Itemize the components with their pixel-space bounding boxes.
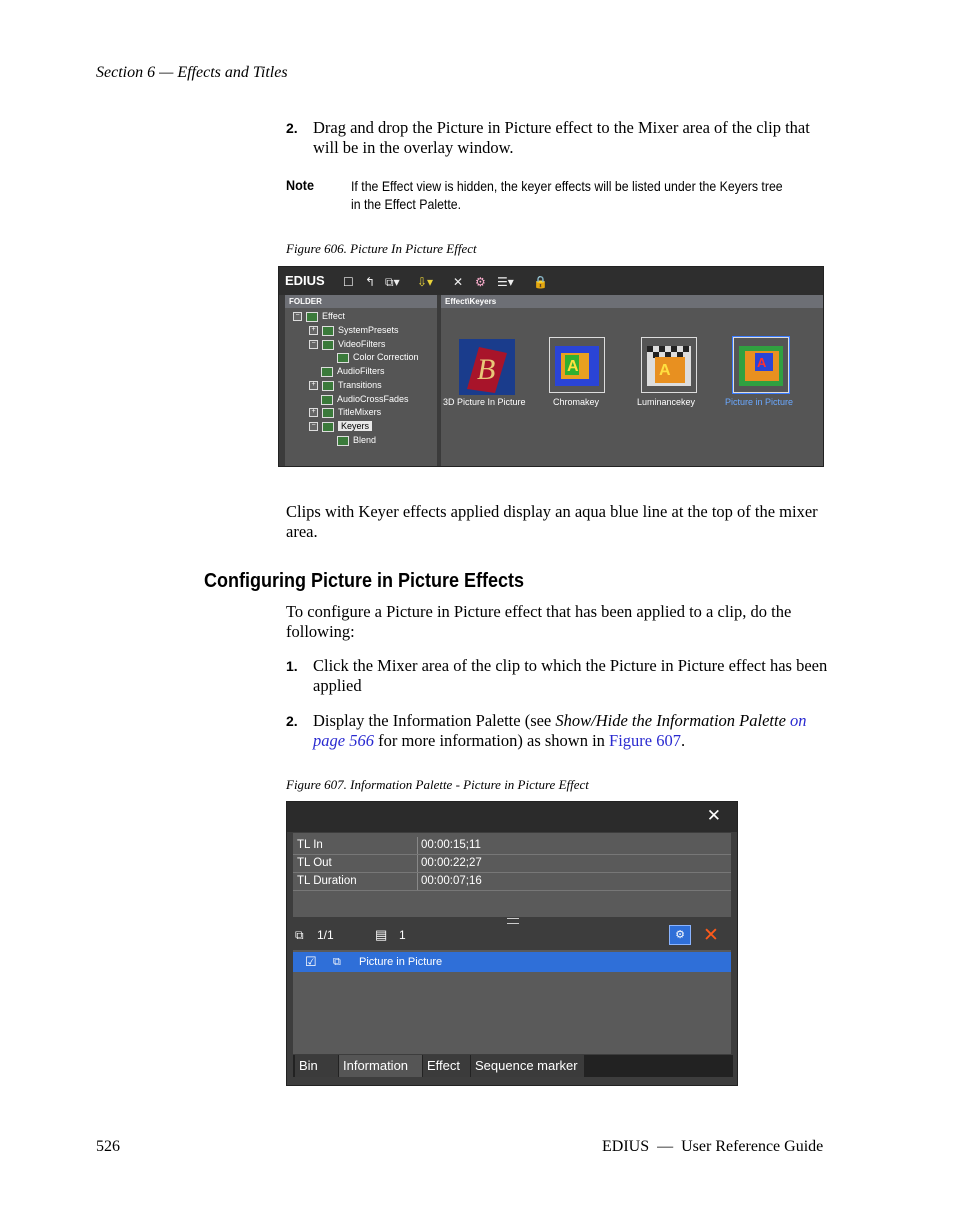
folder-icon bbox=[322, 326, 334, 336]
note-text: If the Effect view is hidden, the keyer effects will be listed under the Keyers tree in the Effect Palette. bbox=[351, 178, 783, 212]
tree-item-audiofilters[interactable]: AudioFilters bbox=[321, 366, 385, 377]
svg-text:A: A bbox=[757, 355, 767, 370]
folder-icon bbox=[321, 367, 333, 377]
tree-item-transitions[interactable]: + Transitions bbox=[309, 380, 382, 391]
section-heading: Configuring Picture in Picture Effects bbox=[204, 570, 525, 592]
tree-item-titlemixers[interactable]: + TitleMixers bbox=[309, 407, 381, 418]
palette-toolbar bbox=[279, 267, 823, 295]
collapse-icon[interactable]: − bbox=[309, 422, 318, 431]
tab-effect[interactable]: Effect bbox=[423, 1055, 471, 1077]
thumb-picture-in-picture[interactable] bbox=[733, 337, 789, 393]
footer-guide-title: EDIUS — User Reference Guide bbox=[602, 1138, 824, 1155]
svg-text:A: A bbox=[659, 362, 671, 379]
info-row-tl-duration: TL Duration 00:00:07;16 bbox=[293, 873, 731, 891]
folder-icon bbox=[322, 381, 334, 391]
effect-view-pane bbox=[441, 295, 824, 467]
expand-icon[interactable]: + bbox=[309, 326, 318, 335]
step-text: Display the Information Palette (see Show/Hide the Information Palette on page 566 for more information) as shown in Figure 607. bbox=[313, 711, 807, 750]
view-icon[interactable]: ⧉▾ bbox=[385, 275, 400, 289]
step-text: Drag and drop the Picture in Picture effect to the Mixer area of the clip that will be in the overlay window. bbox=[313, 118, 810, 157]
delete-effect-icon[interactable]: ✕ bbox=[703, 924, 719, 946]
page-number: 526 bbox=[96, 1138, 120, 1155]
thumb-label: Picture in Picture bbox=[725, 397, 794, 407]
step-number: 2. bbox=[286, 713, 298, 729]
folder-icon bbox=[321, 395, 333, 405]
collapse-icon[interactable]: − bbox=[309, 340, 318, 349]
thumb-chromakey[interactable] bbox=[549, 337, 605, 393]
step-display bbox=[286, 711, 846, 755]
paragraph-keyer-line: Clips with Keyer effects applied display an aqua blue line at the top of the mixer area. bbox=[286, 502, 818, 541]
checkbox-checked-icon[interactable]: ☑ bbox=[305, 954, 317, 969]
palette-titlebar bbox=[287, 802, 737, 832]
effect-settings-icon[interactable]: ⚙ bbox=[669, 925, 691, 945]
step-text: Click the Mixer area of the clip to which the Picture in Picture effect has been applied bbox=[313, 656, 828, 695]
tree-item-audiocrossfades[interactable]: AudioCrossFades bbox=[321, 394, 409, 405]
page-ref-link[interactable]: on page 566 bbox=[313, 711, 807, 750]
layer-icon: ⧉ bbox=[295, 928, 304, 942]
tab-information[interactable]: Information bbox=[339, 1055, 423, 1077]
up-folder-icon[interactable]: ↰ bbox=[365, 275, 376, 289]
thumb-label: Luminancekey bbox=[637, 397, 696, 407]
running-header: Section 6 — Effects and Titles bbox=[96, 64, 288, 81]
folder-icon bbox=[337, 436, 349, 446]
ref-title: Show/Hide the Information Palette bbox=[555, 711, 786, 730]
step-number: 1. bbox=[286, 658, 298, 674]
folder-icon bbox=[322, 422, 334, 432]
folder-tree-pane bbox=[285, 295, 437, 467]
new-folder-icon[interactable]: ☐ bbox=[343, 275, 354, 289]
step-drag bbox=[286, 118, 846, 162]
layer-icon: ⧉ bbox=[333, 956, 341, 968]
collapse-icon[interactable]: − bbox=[293, 312, 302, 321]
figure-606-effect-palette bbox=[278, 266, 824, 467]
tree-item-systempresets[interactable]: + SystemPresets bbox=[309, 325, 399, 336]
palette-tabs bbox=[293, 1055, 733, 1077]
folder-header: FOLDER bbox=[285, 295, 437, 308]
thumb-3d-picture-in-picture[interactable] bbox=[459, 339, 515, 395]
clip-info-table bbox=[293, 833, 731, 917]
path-header: Effect\Keyers bbox=[441, 295, 824, 308]
figure-607-caption: Figure 607. Information Palette - Picture in Picture Effect bbox=[286, 777, 589, 792]
effect-list-icon: ▤ bbox=[375, 927, 388, 942]
tab-bin[interactable]: Bin bbox=[295, 1055, 339, 1077]
step-click bbox=[286, 656, 846, 700]
folder-icon bbox=[322, 408, 334, 418]
delete-icon[interactable]: ✕ bbox=[453, 275, 464, 289]
svg-text:B: B bbox=[477, 353, 496, 386]
folder-icon bbox=[337, 353, 349, 363]
expand-icon[interactable]: + bbox=[309, 408, 318, 417]
tree-item-videofilters[interactable]: − VideoFilters bbox=[309, 339, 385, 350]
tree-item-effect[interactable]: − Effect bbox=[293, 311, 345, 322]
svg-text:A: A bbox=[567, 358, 579, 375]
properties-icon[interactable]: ⚙ bbox=[475, 275, 486, 289]
effect-status-row bbox=[293, 923, 731, 949]
step-number: 2. bbox=[286, 120, 298, 136]
note-label: Note bbox=[286, 177, 315, 193]
thumb-label: Chromakey bbox=[553, 397, 600, 407]
effect-count: 1 bbox=[399, 928, 406, 942]
info-row-tl-in: TL In 00:00:15;11 bbox=[293, 837, 731, 855]
tab-sequence-marker[interactable]: Sequence marker bbox=[471, 1055, 585, 1077]
effect-list bbox=[293, 950, 731, 1054]
add-to-timeline-icon[interactable]: ⇩▾ bbox=[417, 275, 434, 289]
layer-count: 1/1 bbox=[317, 928, 334, 942]
expand-icon[interactable]: + bbox=[309, 381, 318, 390]
tree-item-blend[interactable]: Blend bbox=[337, 435, 376, 446]
paragraph-config: To configure a Picture in Picture effect that has been applied to a clip, do the following: bbox=[286, 602, 792, 641]
folder-icon bbox=[322, 340, 334, 350]
list-view-icon[interactable]: ☰▾ bbox=[497, 275, 514, 289]
edius-logo: EDIUS bbox=[285, 273, 325, 288]
figure-606-caption: Figure 606. Picture In Picture Effect bbox=[286, 241, 477, 256]
list-item-picture-in-picture[interactable]: ☑ ⧉ Picture in Picture bbox=[293, 952, 731, 972]
tree-item-keyers[interactable]: − Keyers bbox=[309, 421, 372, 432]
folder-icon bbox=[306, 312, 318, 322]
tree-item-color-correction[interactable]: Color Correction bbox=[337, 352, 419, 363]
figure-607-link[interactable]: Figure 607 bbox=[609, 731, 681, 750]
close-icon[interactable]: ✕ bbox=[706, 806, 721, 826]
figure-607-information-palette bbox=[286, 801, 738, 1086]
info-row-tl-out: TL Out 00:00:22;27 bbox=[293, 855, 731, 873]
lock-icon[interactable]: 🔒 bbox=[533, 275, 548, 289]
thumb-luminancekey[interactable] bbox=[641, 337, 697, 393]
thumb-label: 3D Picture In Picture bbox=[443, 397, 526, 407]
